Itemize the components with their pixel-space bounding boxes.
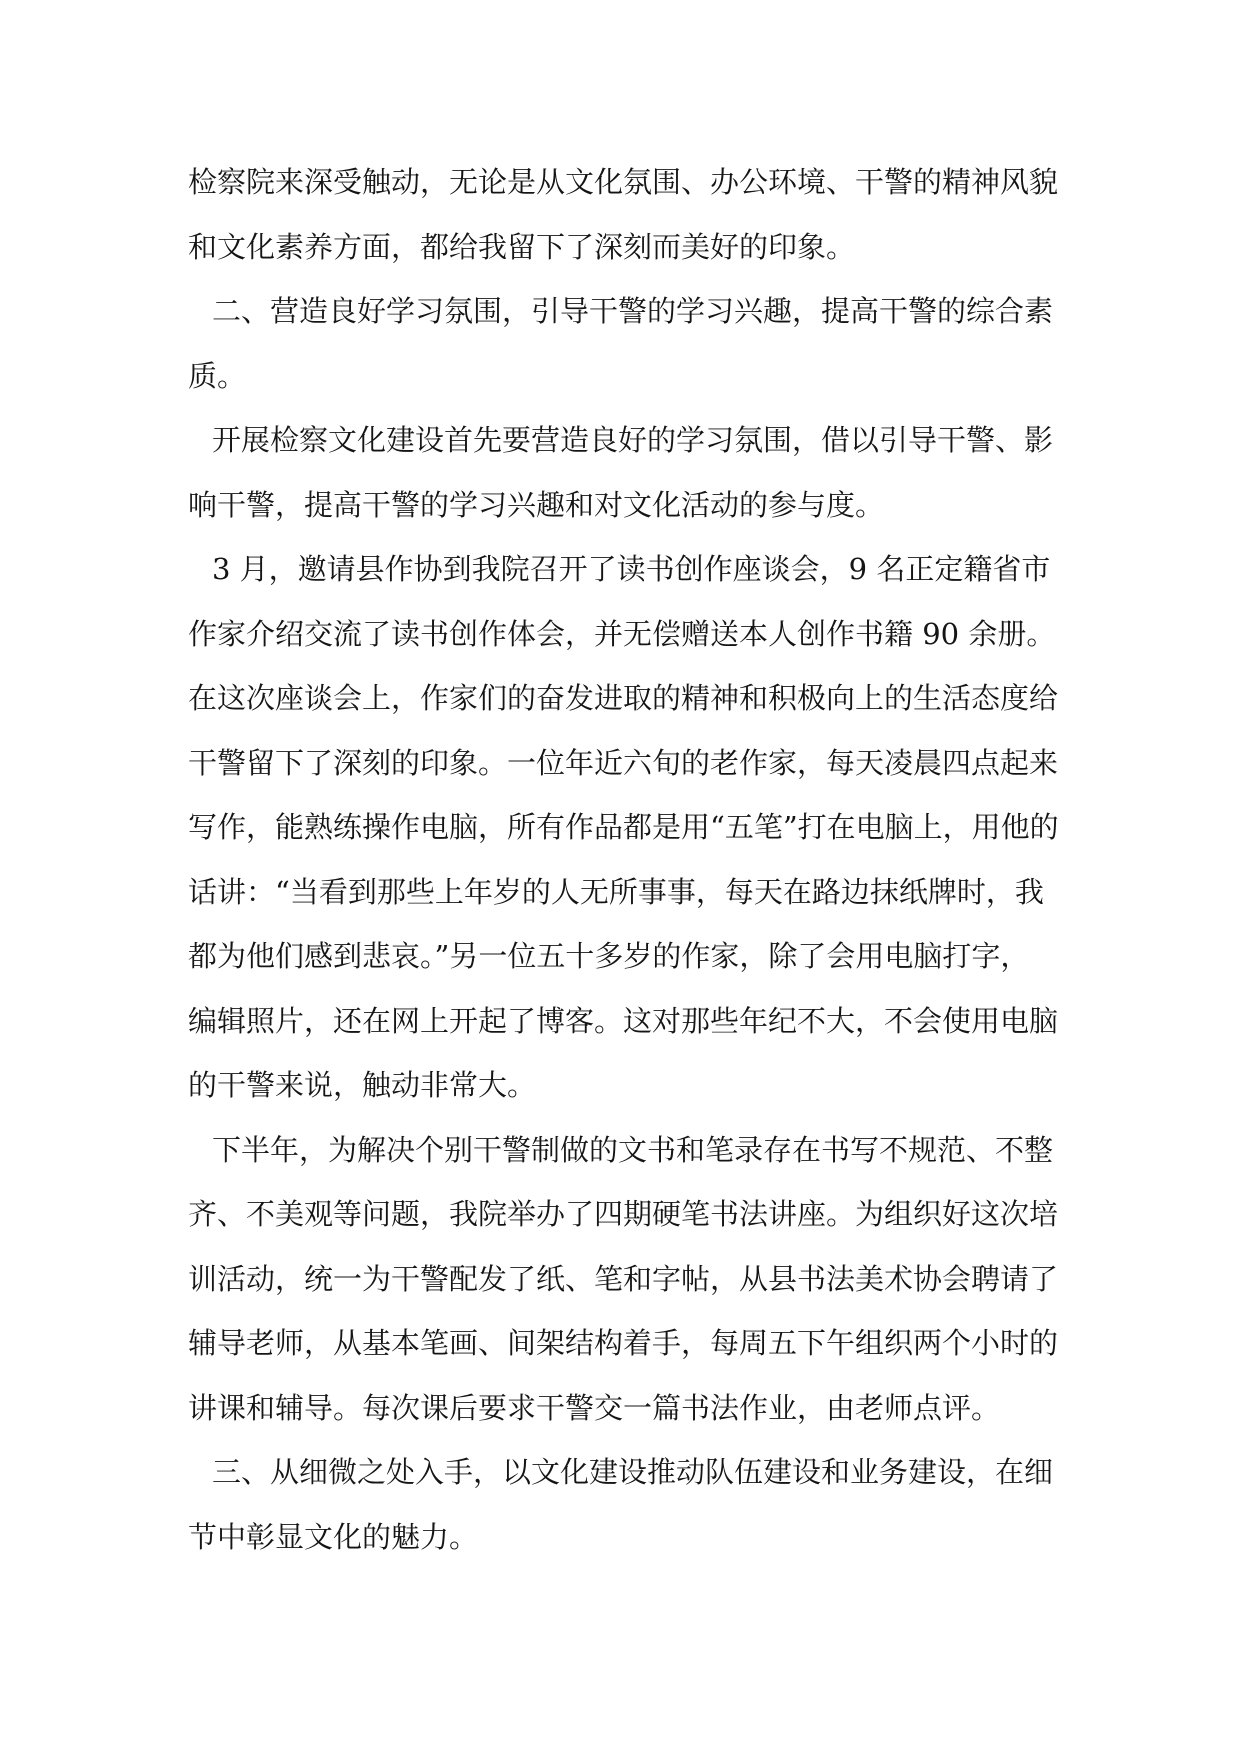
paragraph — [188, 408, 1060, 537]
text-line: 训活动，统一为干警配发了纸、笔和字帖，从县书法美术协会聘请了 — [188, 1261, 1059, 1296]
text-line: 下半年，为解决个别干警制做的文书和笔录存在书写不规范、不整 — [212, 1132, 1054, 1167]
paragraph — [188, 1118, 1060, 1441]
text-line: 检察院来深受触动，无论是从文化氛围、办公环境、干警的精神风貌 — [188, 165, 1059, 199]
section-heading — [188, 279, 1060, 408]
text-line: 都为他们感到悲哀。”另一位五十多岁的作家，除了会用电脑打字， — [188, 939, 1030, 973]
text-line: 的干警来说，触动非常大。 — [188, 1068, 537, 1102]
text-line: 齐、不美观等问题，我院举办了四期硬笔书法讲座。为组织好这次培 — [188, 1197, 1059, 1231]
text-line: 二、营造良好学习氛围，引导干警的学习兴趣，提高干警的综合素 — [212, 294, 1054, 328]
paragraph — [188, 537, 1060, 1118]
text-line: 写作，能熟练操作电脑，所有作品都是用“五笔”打在电脑上，用他的 — [188, 810, 1059, 844]
text-line: 话讲：“当看到那些上年岁的人无所事事，每天在路边抹纸牌时，我 — [188, 874, 1044, 909]
section-heading — [188, 1440, 1060, 1569]
text-line: 节中彰显文化的魅力。 — [188, 1519, 479, 1554]
text-line: 在这次座谈会上，作家们的奋发进取的精神和积极向上的生活态度给 — [188, 681, 1059, 715]
text-line: 响干警，提高干警的学习兴趣和对文化活动的参与度。 — [188, 487, 885, 522]
text-line: 三、从细微之处入手，以文化建设推动队伍建设和业务建设，在细 — [212, 1455, 1054, 1489]
text-line: 和文化素养方面，都给我留下了深刻而美好的印象。 — [188, 229, 856, 264]
document-body — [188, 150, 1060, 1569]
text-line: 开展检察文化建设首先要营造良好的学习氛围，借以引导干警、影 — [212, 423, 1054, 457]
paragraph — [188, 150, 1060, 279]
text-line: 3 月，邀请县作协到我院召开了读书创作座谈会，9 名正定籍省市 — [212, 552, 1051, 586]
text-line: 干警留下了深刻的印象。一位年近六旬的老作家，每天凌晨四点起来 — [188, 745, 1059, 780]
text-line: 编辑照片，还在网上开起了博客。这对那些年纪不大，不会使用电脑 — [188, 1003, 1059, 1038]
text-line: 质。 — [188, 358, 247, 393]
text-line: 讲课和辅导。每次课后要求干警交一篇书法作业，由老师点评。 — [188, 1390, 1001, 1425]
text-line: 辅导老师，从基本笔画、间架结构着手，每周五下午组织两个小时的 — [188, 1326, 1059, 1360]
text-line: 作家介绍交流了读书创作体会，并无偿赠送本人创作书籍 90 余册。 — [188, 616, 1056, 651]
